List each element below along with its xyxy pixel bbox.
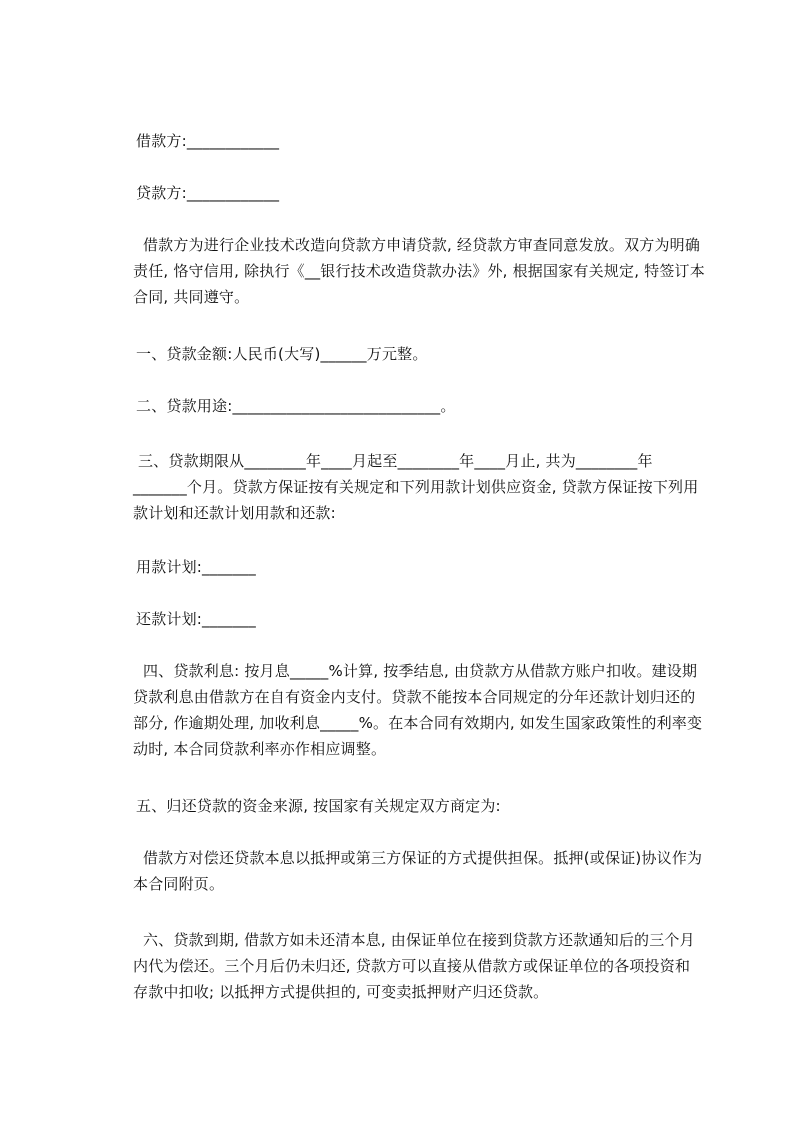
- drawdown-plan-line: 用款计划:_______: [136, 558, 256, 576]
- clause-1-loan-amount: 一、贷款金额:人民币(大写)______万元整。: [136, 345, 428, 363]
- clause-4-interest: 四、贷款利息: 按月息_____%计算, 按季结息, 由贷款方从借款方账户扣收。建设期贷款利息由借款方在自有资金内支付。贷款不能按本合同规定的分年还款计划归还的部分, 作逾期处理, 加收利息_____%。在本合同有效期内, 如发生国家政策性的利率变动时, 本合同贷款利率亦作相应调整。: [133, 662, 703, 758]
- lender-line: 贷款方:____________: [136, 184, 280, 202]
- clause-6-overdue: 六、贷款到期, 借款方如未还清本息, 由保证单位在接到贷款方还款通知后的三个月内代为偿还。三个月后仍未归还, 贷款方可以直接从借款方或保证单位的各项投资和存款中扣收; 以抵押方式提供担的, 可变卖抵押财产归还贷款。: [133, 931, 695, 1001]
- clause-5-repayment-source: 五、归还贷款的资金来源, 按国家有关规定双方商定为:: [136, 797, 501, 815]
- borrower-line: 借款方:____________: [136, 132, 280, 150]
- clause-3-loan-term: 三、贷款期限从________年____月起至________年____月止, 共为________年_______个月。贷款方保证按有关规定和下列用款计划供应资金, 贷款方保证按下列用款计划和还款计划用款和还款:: [133, 452, 699, 522]
- guarantee-paragraph: 借款方对偿还贷款本息以抵押或第三方保证的方式提供担保。抵押(或保证)协议作为本合同附页。: [133, 849, 703, 893]
- repayment-plan-line: 还款计划:_______: [136, 610, 256, 628]
- clause-2-loan-purpose: 二、贷款用途:___________________________。: [136, 397, 456, 415]
- preamble-paragraph: 借款方为进行企业技术改造向贷款方申请贷款, 经贷款方审查同意发放。双方为明确责任, 恪守信用, 除执行《__银行技术改造贷款办法》外, 根据国家有关规定, 特签订本合同, 共同遵守。: [133, 236, 705, 306]
